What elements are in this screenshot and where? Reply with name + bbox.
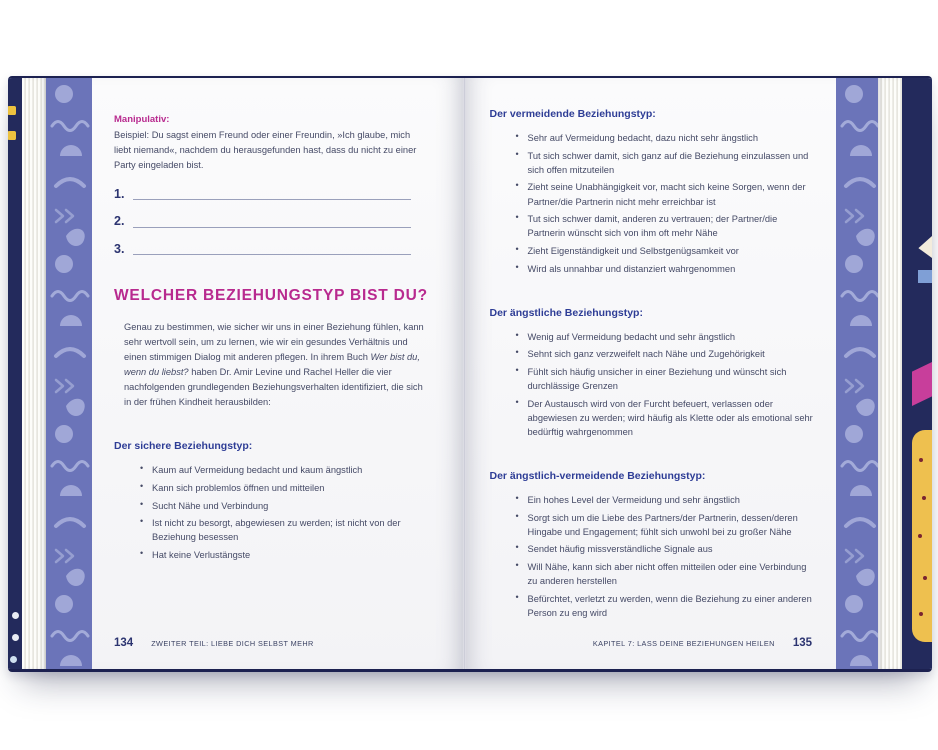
example-paragraph: Beispiel: Du sagst einem Freund oder einer Freundin, »Ich glaube, mich liebt niemand«, nachdem du herausgefunden hast, dass du nicht zu einer Party eingeladen bist. — [114, 130, 417, 170]
numbered-answer-lines — [114, 188, 411, 256]
bullet-list-avoidant — [490, 131, 817, 276]
answer-line — [114, 188, 411, 201]
page-stack-edge-left — [22, 78, 46, 669]
intro-text-before: Genau zu bestimmen, wie sicher wir uns in einer Beziehung fühlen, kann sehr wertvoll sein, um zu lernen, wie wir ein gesundes Verhältnis und einen stimmigen Dialog mit anderen pflegen. In ihrem Buch — [124, 322, 424, 363]
attachment-type-heading-secure: Der sichere Beziehungstyp: — [114, 440, 253, 453]
bullet-item: • Ist nicht zu besorgt, abgewiesen zu werden; ist nicht von der Beziehung besessen — [140, 516, 433, 544]
decorative-pattern-strip-left — [46, 78, 92, 669]
cover-magenta-decoration — [912, 362, 932, 406]
line-number: 1. — [114, 186, 125, 201]
chapter-section-heading: WELCHER BEZIEHUNGSTYP BIST DU? — [114, 287, 428, 305]
bullet-list-anxious-avoidant — [490, 493, 817, 620]
bullet-list-anxious — [490, 330, 817, 439]
bullet-item: • Will Nähe, kann sich aber nicht offen mitteilen oder eine Verbindung zu anderen herstellen — [516, 560, 817, 588]
line-number: 3. — [114, 241, 125, 256]
abstract-shapes-pattern — [46, 78, 92, 669]
bullet-item: • Wenig auf Vermeidung bedacht und sehr ängstlich — [516, 330, 817, 344]
cover-triangle-decoration — [916, 236, 932, 258]
page-number: 134 — [114, 637, 134, 649]
bullet-item: • Kaum auf Vermeidung bedacht und kaum ängstlich — [140, 463, 433, 477]
attachment-type-section-anxious — [490, 307, 817, 439]
bullet-item: • Wird als unnahbar und distanziert wahrgenommen — [516, 262, 817, 276]
bullet-item: • Sehr auf Vermeidung bedacht, dazu nicht sehr ängstlich — [516, 131, 817, 145]
intro-paragraph — [114, 320, 433, 410]
attachment-type-section-anxious-avoidant — [490, 470, 817, 620]
running-footer-title: ZWEITER TEIL: LIEBE DICH SELBST MEHR — [151, 639, 314, 648]
decorative-pattern-strip-right — [836, 78, 878, 669]
book-page-left — [92, 78, 463, 669]
cover-yellow-blob-decoration — [912, 430, 932, 642]
bullet-item: • Befürchtet, verletzt zu werden, wenn die Beziehung zu einer anderen Person zu eng wird — [516, 592, 817, 620]
cover-dot-decoration — [12, 612, 19, 619]
attachment-type-heading-anxious: Der ängstliche Beziehungstyp: — [489, 306, 643, 319]
attachment-type-heading-anxious-avoidant: Der ängstlich-vermeidende Beziehungstyp: — [489, 470, 706, 482]
bullet-item: • Sorgt sich um die Liebe des Partners/der Partnerin, dessen/deren Hingabe und Engagement; fühlt sich unwohl bei zu großer Nähe — [516, 511, 817, 539]
blank-rule — [133, 188, 411, 200]
book-page-right — [466, 78, 837, 669]
bullet-list-secure — [114, 463, 433, 562]
cited-book-title: Wer bist du, wenn du liebst? — [124, 352, 420, 378]
left-page-footer — [114, 637, 439, 649]
bullet-item: • Sendet häufig missverständliche Signale aus — [516, 542, 817, 556]
book-cover-edge-left — [8, 78, 22, 669]
left-page-content — [92, 78, 463, 562]
bullet-item: • Ein hohes Level der Vermeidung und sehr ängstlich — [516, 493, 817, 507]
running-footer-chapter: KAPITEL 7: LASS DEINE BEZIEHUNGEN HEILEN — [592, 639, 775, 648]
yellow-tab-decoration — [8, 106, 16, 115]
line-number: 2. — [114, 214, 125, 229]
abstract-shapes-pattern — [836, 78, 878, 669]
page-number: 135 — [792, 637, 812, 649]
right-page-footer — [488, 637, 813, 649]
bullet-item: • Tut sich schwer damit, sich ganz auf die Beziehung einzulassen und sich offen mitzuteilen — [516, 149, 817, 177]
cover-blue-decoration — [918, 270, 932, 283]
manipulativ-label: Manipulativ: — [114, 114, 170, 125]
bullet-item: • Kann sich problemlos öffnen und mitteilen — [140, 481, 433, 495]
bullet-item: • Hat keine Verlustängste — [140, 548, 433, 562]
answer-line — [114, 243, 411, 256]
book-cover-edge-right — [902, 78, 932, 669]
blank-rule — [133, 216, 411, 228]
attachment-type-section-avoidant — [490, 108, 817, 276]
open-book — [8, 76, 932, 672]
bullet-item: • Der Austausch wird von der Furcht befeuert, verlassen oder abgewiesen zu werden; wird häufig als Klette oder als emotional sehr bedürftig wahrgenommen — [516, 397, 817, 439]
yellow-tab-decoration — [8, 131, 16, 140]
bullet-item: • Tut sich schwer damit, anderen zu vertrauen; der Partner/die Partnerin wünscht sich von ihm oft mehr Nähe — [516, 212, 817, 240]
right-page-content — [466, 78, 837, 620]
bullet-item: • Sucht Nähe und Verbindung — [140, 499, 433, 513]
bullet-item: • Fühlt sich häufig unsicher in einer Beziehung und wünscht sich durchlässige Grenzen — [516, 365, 817, 393]
bullet-item: • Sehnt sich ganz verzweifelt nach Nähe und Zugehörigkeit — [516, 347, 817, 361]
answer-line — [114, 215, 411, 228]
page-stack-edge-right — [878, 78, 902, 669]
bullet-item: • Zieht Eigenständigkeit und Selbstgenügsamkeit vor — [516, 244, 817, 258]
intro-text-after: haben Dr. Amir Levine und Rachel Heller die vier nachfolgenden grundlegenden Beziehungsverhalten identifiziert, die sich in der frühen Kindheit herausbilden: — [124, 367, 423, 408]
bullet-item: • Zieht seine Unabhängigkeit vor, macht sich keine Sorgen, wenn der Partner/die Partnerin nicht mehr erreichbar ist — [516, 180, 817, 208]
blank-rule — [133, 243, 411, 255]
attachment-type-heading-avoidant: Der vermeidende Beziehungstyp: — [489, 108, 656, 120]
